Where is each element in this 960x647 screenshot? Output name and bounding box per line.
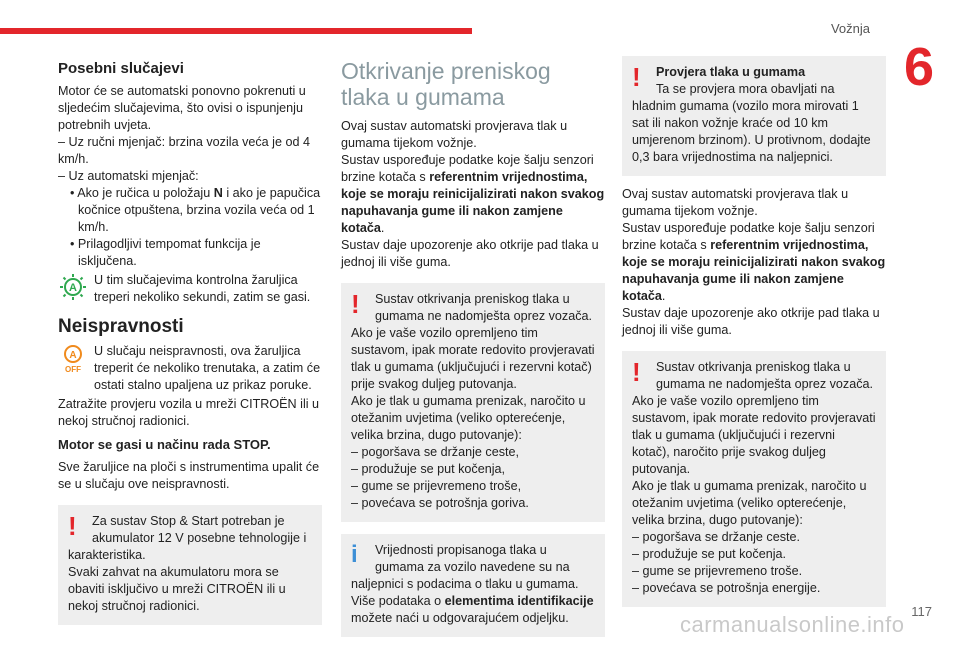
battery-warning-p1: Za sustav Stop & Start potreban je akumulator 12 V posebne tehnologije i karakteristika. [68,514,307,562]
list-item: – produžuje se put kočenja. [632,547,787,561]
list-item: – pogoršava se držanje ceste. [632,530,801,544]
col2-p1: Ovaj sustav automatski provjerava tlak u gumama tijekom vožnje. [341,119,568,150]
col2-info-box [341,534,605,637]
warning-icon: ! [68,511,77,541]
warning-icon: ! [351,289,360,319]
fault-note [58,343,322,394]
list-item: – gume se prijevremeno troše, [351,479,522,493]
section-label: Vožnja [830,21,870,36]
stop-mode-text: Sve žaruljice na ploči s instrumentima upalit će se u slučaju ove neispravnosti. [58,460,320,491]
battery-warning-box [58,505,322,625]
svg-text:A: A [69,350,77,361]
auto-bullet-1: • Ako je ručica u položaju N i ako je papučica kočnice otpuštena, brzina vozila veća od 1 km/h. [70,186,321,234]
auto-gearbox-line: – Uz automatski mjenjač: [58,169,199,183]
col3-p3: Sustav daje upozorenje ako otkrije pad tlaka u jednoj ili više guma. [622,306,880,337]
col3-p2: Sustav uspoređuje podatke koje šalju senzori brzine kotača s referentnim vrijednostima, koje se moraju reinicijalizirati nakon svakog napuhavanja gume ili nakon zamjene kotača. [622,221,886,303]
col3-warning-p3: Ako je tlak u gumama prenizak, naročito u otežanim uvjetima (veliko opterećenje, velika brzina, dugo putovanje): [632,479,867,527]
lamp-note-text: U tim slučajevima kontrolna žaruljica treperi nekoliko sekundi, zatim se gasi. [94,273,311,304]
manual-gearbox-line: – Uz ručni mjenjač: brzina vozila veća je od 4 km/h. [58,135,310,166]
info-icon: i [351,541,358,568]
col2-warning-p2: Ako je vaše vozilo opremljeno tim sustavom, ipak morate redovito provjeravati tlak u gumama (uključujući i rezervni kotač) prije svakog duljeg putovanja. [351,326,595,391]
list-item: – gume se prijevremeno troše. [632,564,803,578]
col2-p2: Sustav uspoređuje podatke koje šalju senzori brzine kotača s referentnim vrijednostima, koje se moraju reinicijalizirati nakon svakog napuhavanja gume ili nakon zamjene kotača. [341,153,605,235]
faults-text-2: Zatražite provjeru vozila u mreži CITROËN ili u nekoj stručnoj radionici. [58,397,320,428]
lamp-note [58,272,322,306]
col3-warning-p2: Ako je vaše vozilo opremljeno tim sustavom, ipak morate redovito provjeravati tlak u gumama (uključujući i rezervni kotač), naročito prije svakog duljeg putovanja. [632,394,876,476]
col2-warning-p3: Ako je tlak u gumama prenizak, naročito u otežanim uvjetima (veliko opterećenje, velika brzina, dugo putovanje): [351,394,586,442]
list-item: – povećava se potrošnja goriva. [351,496,529,510]
pressure-check-title: Provjera tlaka u gumama [656,65,806,79]
battery-warning-p2: Svaki zahvat na akumulatoru mora se obaviti isključivo u mreži CITROËN ili u nekoj stručnoj radionici. [68,565,286,613]
svg-text:A: A [69,282,77,294]
col2-warning-box [341,283,605,522]
chapter-number: 6 [904,37,935,97]
special-cases-heading: Posebni slučajevi [58,60,184,77]
watermark: carmanualsonline.info [680,612,905,637]
auto-bullet-2: • Prilagodljivi tempomat funkcija je isključena. [70,237,261,268]
page-number: 117 [911,604,932,619]
col2-p3: Sustav daje upozorenje ako otkrije pad tlaka u jednoj ili više guma. [341,238,599,269]
col3-p1: Ovaj sustav automatski provjerava tlak u gumama tijekom vožnje. [622,187,849,218]
col3-warning-p1: Sustav otkrivanja preniskog tlaka u gumama ne nadomješta oprez vozača. [656,360,874,391]
col2-info-p2: Više podataka o elementima identifikacije možete naći u odgovarajućem odjeljku. [351,594,594,625]
underinflation-title: Otkrivanje preniskog tlaka u gumama [341,58,551,110]
header-red-bar [0,28,472,34]
pressure-check-text: Ta se provjera mora obavljati na hladnim gumama (vozilo mora mirovati 1 sat ili nakon vožnje kraće od 10 km umjerenom brzinom). U protivnom, dodajte 0,3 bara vrijednostima na naljepnici. [632,82,871,164]
col3-warning-box [622,351,886,607]
stop-start-green-lamp-icon [58,272,88,302]
fault-note-text: U slučaju neispravnosti, ova žaruljica treperit će nekoliko trenutaka, a zatim će ostati stalno upaljena uz prikaz poruke. [94,344,321,392]
column-3 [622,56,886,617]
svg-text:OFF: OFF [65,365,81,373]
col2-info-p1: Vrijednosti propisanoga tlaka u gumama za vozilo navedene su na naljepnici s podacima o tlaku u gumama. [351,543,579,591]
column-2 [341,56,605,647]
warning-icon: ! [632,357,641,387]
faults-heading: Neispravnosti [58,316,184,337]
list-item: – povećava se potrošnja energije. [632,581,821,595]
special-intro: Motor će se automatski ponovno pokrenuti u sljedećim slučajevima, što ovisi o ispunjenju potrebnih uvjeta. [58,84,306,132]
stop-start-off-orange-lamp-icon [58,343,88,373]
column-1 [58,56,322,635]
list-item: – produžuje se put kočenja, [351,462,506,476]
warning-icon: ! [632,62,641,92]
col2-warning-p1: Sustav otkrivanja preniskog tlaka u gumama ne nadomješta oprez vozača. [375,292,593,323]
pressure-check-box [622,56,886,176]
stop-mode-heading: Motor se gasi u načinu rada STOP. [58,437,271,452]
list-item: – pogoršava se držanje ceste, [351,445,520,459]
